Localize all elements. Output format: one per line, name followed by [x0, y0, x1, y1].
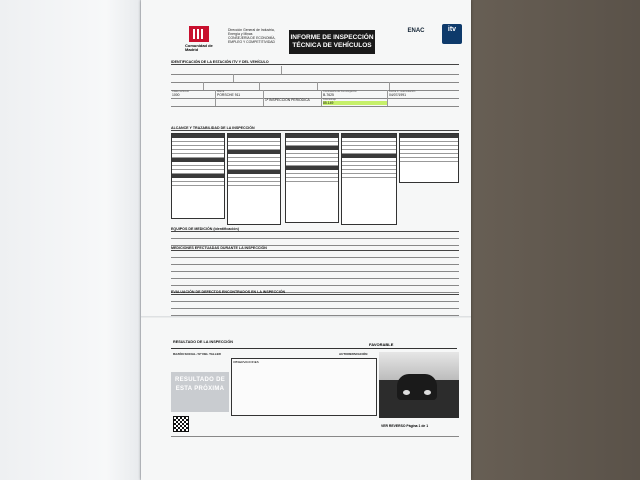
id-row-5	[171, 98, 459, 107]
alcance-table-5	[399, 133, 459, 183]
alcance-table-3	[285, 133, 339, 223]
equipos-lines	[171, 232, 459, 246]
report-title: INFORME DE INSPECCIÓN TÉCNICA DE VEHÍCULOS	[289, 30, 375, 54]
contrasena-label: Contraseña de homologación	[323, 90, 357, 93]
tipo-inspeccion: 1ª INSPECCIÓN PERIÓDICA	[265, 98, 310, 102]
section-defectos: EVALUACIÓN DE DEFECTOS ENCONTRADOS EN LA INSPECCIÓN	[171, 290, 459, 295]
marca-label: Marca	[217, 90, 225, 93]
report-header	[181, 22, 461, 58]
alcance-table-2	[227, 133, 281, 225]
alcance-table-1	[171, 133, 225, 219]
fecha-label: Fecha 1ª matriculación	[389, 90, 416, 93]
department-name: Dirección General de Industria, Energía y Minas CONSEJERÍA DE ECONOMÍA, EMPLEO Y COMPETITIVIDAD	[228, 28, 276, 44]
qr-code-icon	[173, 416, 189, 432]
result-stamp: RESULTADO DE ESTA PRÓXIMA	[171, 372, 229, 412]
org-name: Comunidad de Madrid	[185, 43, 213, 52]
adjacent-page	[0, 0, 152, 480]
clase-value: 1000	[172, 93, 180, 97]
resultado-heading: RESULTADO DE LA INSPECCIÓN	[173, 340, 234, 344]
car-image	[397, 374, 437, 400]
madrid-crest-icon	[189, 26, 209, 42]
enac-logo: ENAC	[407, 28, 425, 34]
clase-label: Clase vehículo	[172, 90, 190, 93]
section-identificacion: IDENTIFICACIÓN DE LA ESTACIÓN ITV Y DEL VEHÍCULO	[171, 60, 459, 65]
fecha-value: 04/07/1991	[389, 93, 406, 97]
observaciones-box	[231, 358, 377, 416]
resultado-value: FAVORABLE	[369, 342, 394, 347]
defectos-lines	[171, 295, 459, 316]
kilometraje-value: 85.149	[323, 101, 387, 105]
paper-fold	[141, 316, 471, 318]
vehicle-photo	[379, 352, 459, 418]
section-mediciones: MEDICIONES EFECTUADAS DURANTE LA INSPECCIÓN	[171, 246, 459, 251]
alcance-table-4	[341, 133, 397, 225]
razon-social-label: RAZÓN SOCIAL / Nº DEL TALLER	[173, 352, 221, 356]
ver-reverso: VER REVERSO Página 1 de 1	[381, 424, 429, 428]
kilometraje-label: Kilometraje	[323, 98, 336, 101]
autoreparacion-label: AUTOREPARACIÓN	[339, 352, 368, 356]
marca-value: PORSCHE 911	[217, 93, 241, 97]
inspection-report-page	[141, 0, 471, 480]
itv-logo: itv	[442, 24, 462, 44]
observaciones-label: OBSERVACIONES	[233, 360, 259, 364]
mediciones-lines	[171, 251, 459, 293]
section-alcance: ALCANCE Y TRAZABILIDAD DE LA INSPECCIÓN	[171, 126, 459, 131]
contrasena-value: B-7625	[323, 93, 334, 97]
section-equipos: EQUIPOS DE MEDICIÓN (identificación)	[171, 227, 459, 232]
footer-line	[171, 436, 459, 443]
